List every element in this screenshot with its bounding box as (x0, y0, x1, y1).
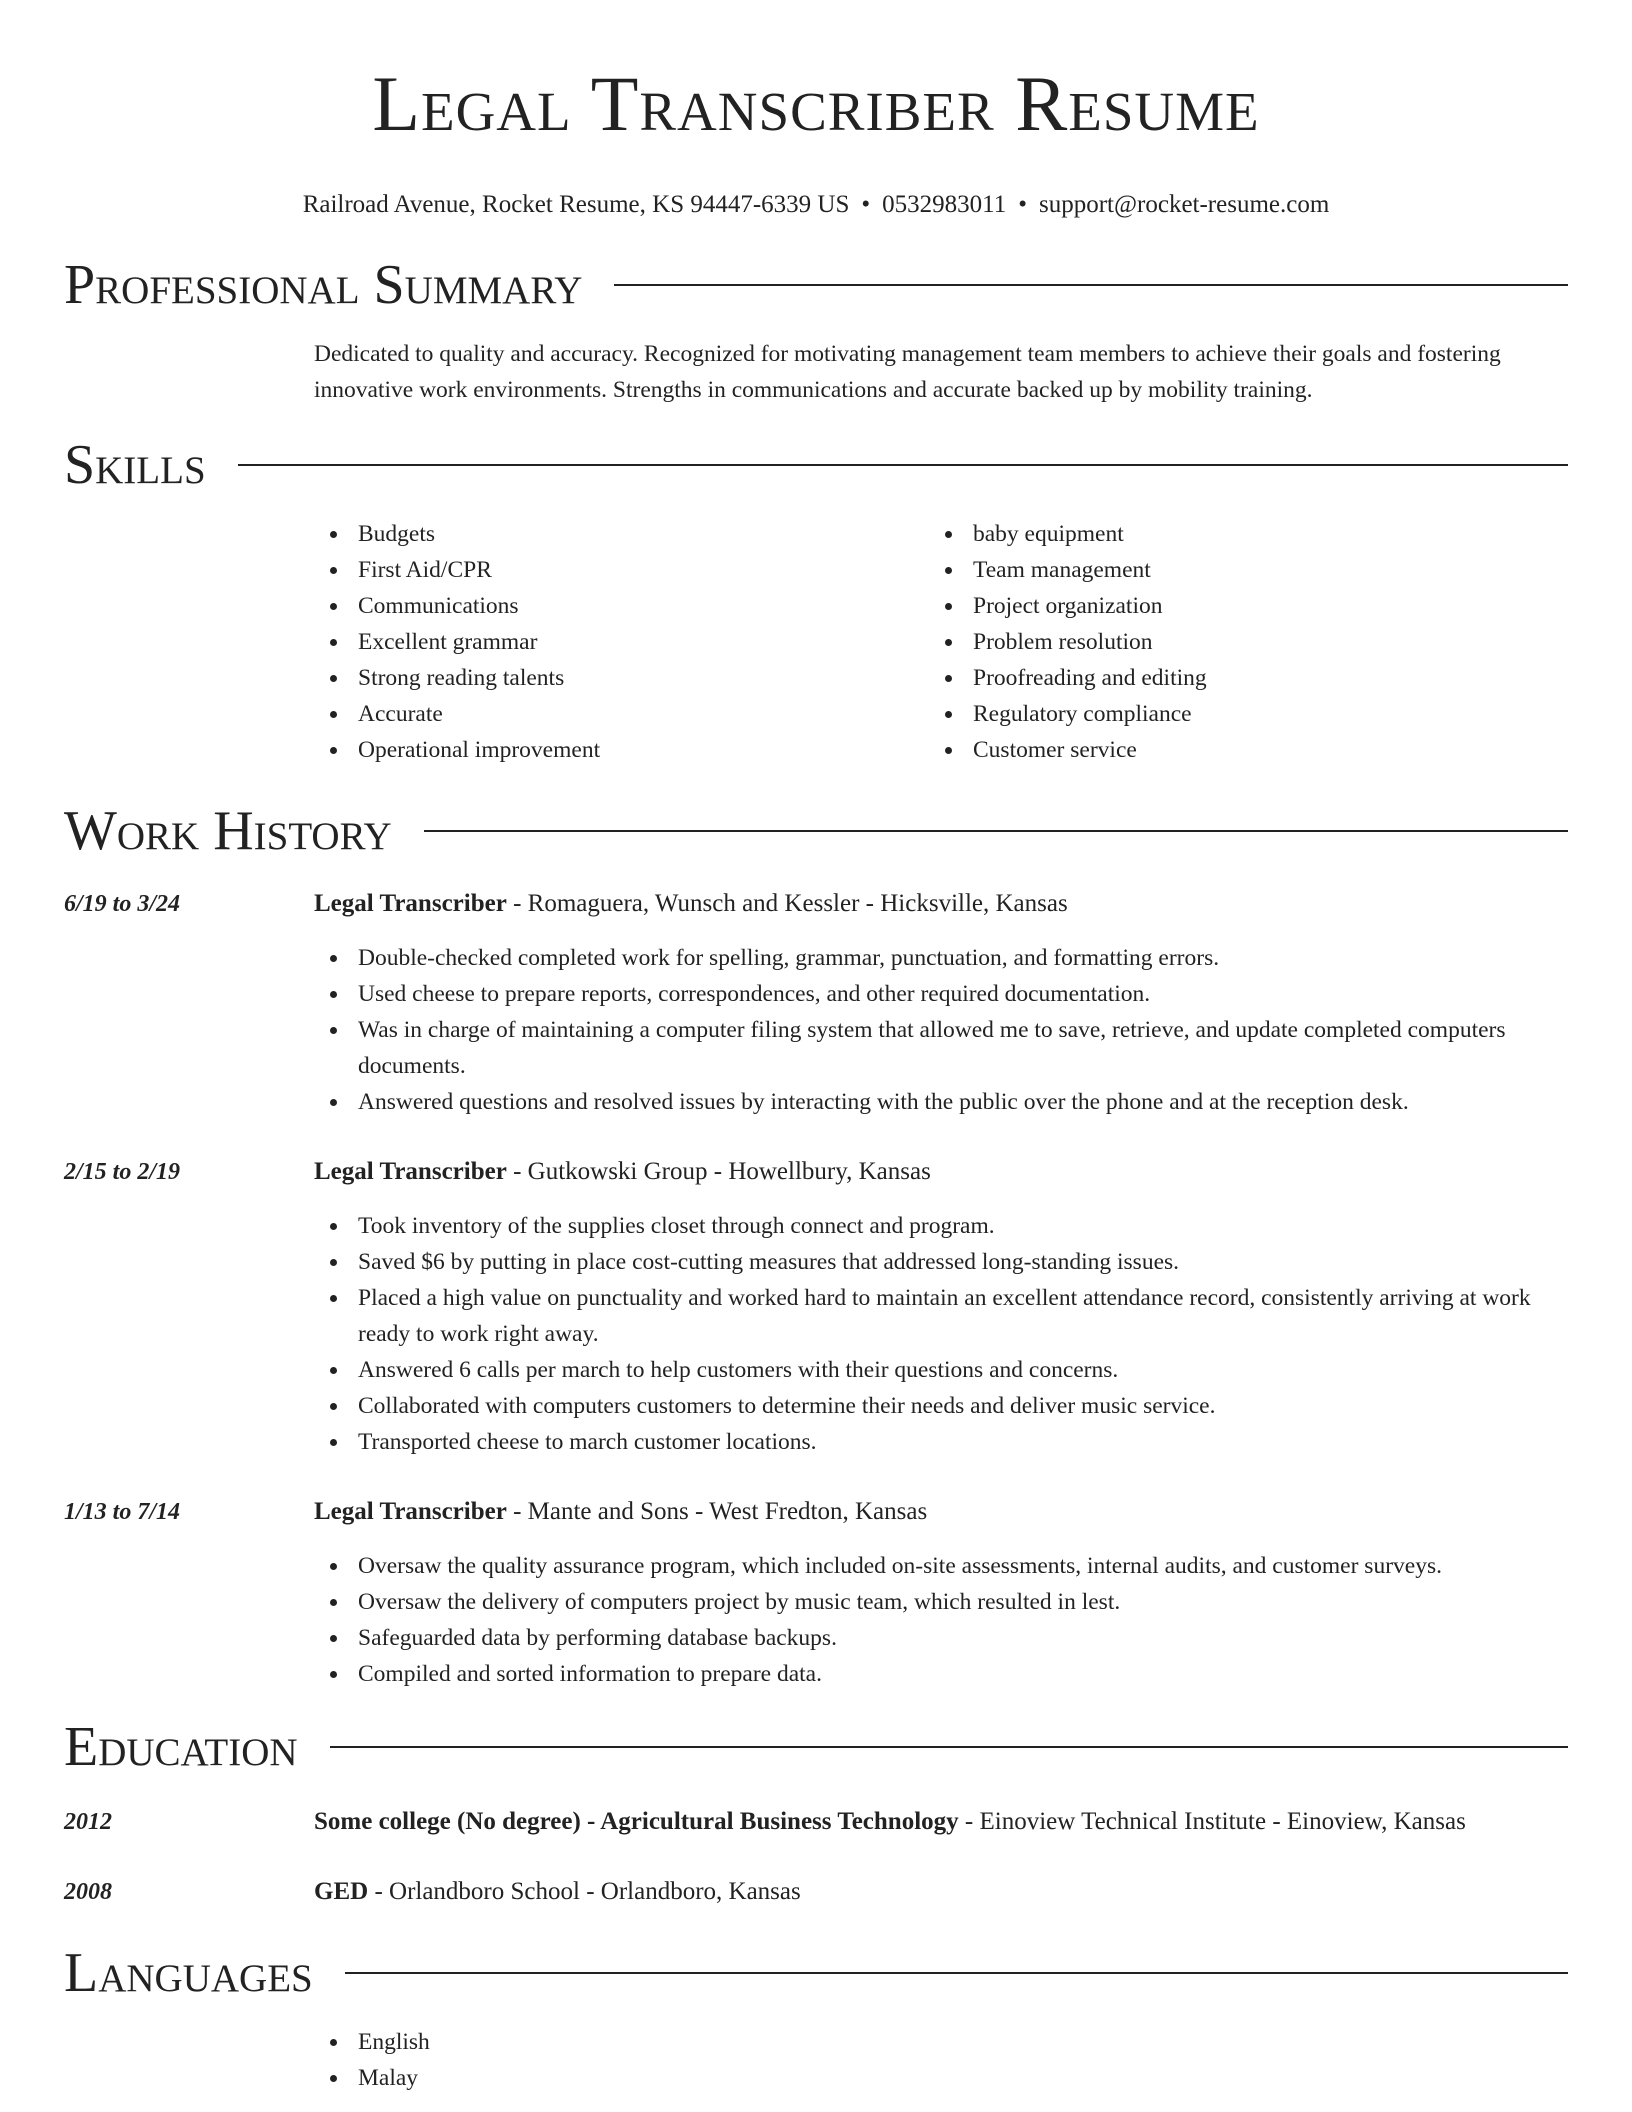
section-divider (345, 1972, 1568, 1974)
job-duty-text: Transported cheese to march customer locations. (358, 1429, 817, 1455)
skill-item-text: Proofreading and editing (973, 665, 1207, 691)
education-entries (64, 1804, 1568, 1910)
job-duty-text: Placed a high value on punctuality and worked hard to maintain an excellent attendance record, consistently arriving at work ready to work right away. (358, 1285, 1531, 1347)
work-entry (64, 886, 1568, 1120)
job-duty (314, 976, 1568, 1012)
section-divider (330, 1746, 1568, 1748)
bullet-dot (945, 747, 952, 754)
skill-item (929, 696, 1544, 732)
skill-item-text: Communications (358, 593, 519, 619)
job-duty (314, 1548, 1568, 1584)
skill-item (314, 696, 929, 732)
job-title: Legal Transcriber (314, 1498, 507, 1525)
bullet-dot (945, 711, 952, 718)
education-degree: GED (314, 1878, 369, 1905)
work-entry-body (314, 1154, 1568, 1460)
skill-item-text: Team management (973, 557, 1151, 583)
education-header (64, 1712, 1568, 1782)
summary-heading: Professional Summary (64, 254, 583, 316)
work-heading: Work History (64, 800, 392, 862)
contact-line (64, 188, 1568, 222)
bullet-dot (330, 567, 337, 574)
education-school-location: - Einoview Technical Institute - Einoview, Kansas (958, 1808, 1466, 1835)
job-duty (314, 1620, 1568, 1656)
bullet-dot (330, 1599, 337, 1606)
bullet-dot (330, 1403, 337, 1410)
skill-item-text: Problem resolution (973, 629, 1153, 655)
education-year: 2012 (64, 1809, 112, 1835)
work-entry-heading (314, 1494, 1568, 1530)
bullet-dot (945, 639, 952, 646)
languages-list (314, 2024, 1568, 2096)
skill-item (314, 660, 929, 696)
skills-list-left (314, 516, 929, 768)
summary-header (64, 250, 1568, 320)
bullet-dot (330, 2075, 337, 2082)
bullet-dot (330, 1563, 337, 1570)
skills-list-right (929, 516, 1544, 768)
job-duties-list (314, 1548, 1568, 1692)
job-duty-text: Used cheese to prepare reports, correspondences, and other required documentation. (358, 981, 1151, 1007)
languages-section (64, 1938, 1568, 2096)
job-duty (314, 1084, 1568, 1120)
skill-item (929, 552, 1544, 588)
bullet-dot (330, 955, 337, 962)
skill-item-text: Budgets (358, 521, 436, 547)
job-duty-text: Double-checked completed work for spelling, grammar, punctuation, and formatting errors. (358, 945, 1220, 971)
languages-heading: Languages (64, 1942, 313, 2004)
bullet-dot (330, 1671, 337, 1678)
skill-item-text: Strong reading talents (358, 665, 565, 691)
job-duty-text: Safeguarded data by performing database backups. (358, 1625, 837, 1651)
job-employer-location: - Gutkowski Group - Howellbury, Kansas (506, 1158, 931, 1185)
job-duty (314, 1244, 1568, 1280)
job-duty (314, 1280, 1568, 1352)
bullet-dot (945, 603, 952, 610)
skills-grid (314, 516, 1568, 768)
education-degree: Some college (No degree) - Agricultural Business Technology (314, 1808, 959, 1835)
contact-phone: 0532983011 (882, 191, 1007, 218)
bullet-dot (330, 1259, 337, 1266)
skill-item-text: First Aid/CPR (358, 557, 492, 583)
languages-header (64, 1938, 1568, 2008)
job-duty-text: Answered 6 calls per march to help customers with their questions and concerns. (358, 1357, 1119, 1383)
education-entry (64, 1874, 1568, 1910)
bullet-dot (945, 675, 952, 682)
skill-item-text: baby equipment (973, 521, 1124, 547)
work-entry-body (314, 1494, 1568, 1692)
skills-header (64, 430, 1568, 500)
skill-item-text: Regulatory compliance (973, 701, 1192, 727)
job-duties-list (314, 940, 1568, 1120)
bullet-dot (330, 747, 337, 754)
bullet-dot (330, 711, 337, 718)
education-details (314, 1804, 1568, 1840)
job-duty (314, 1352, 1568, 1388)
bullet-dot (330, 1635, 337, 1642)
work-entry-heading (314, 886, 1568, 922)
contact-separator: • (861, 191, 871, 218)
job-duty (314, 1388, 1568, 1424)
job-duty-text: Compiled and sorted information to prepare data. (358, 1661, 822, 1687)
section-divider (614, 284, 1568, 286)
job-duty-text: Took inventory of the supplies closet through connect and program. (358, 1213, 995, 1239)
job-duty (314, 1208, 1568, 1244)
bullet-dot (945, 531, 952, 538)
job-duty-text: Oversaw the quality assurance program, which included on-site assessments, internal audits, and customer surveys. (358, 1553, 1442, 1579)
skill-item-text: Customer service (973, 737, 1137, 763)
bullet-dot (330, 531, 337, 538)
job-employer-location: - Mante and Sons - West Fredton, Kansas (506, 1498, 928, 1525)
language-item-text: Malay (358, 2065, 419, 2091)
job-duty-text: Answered questions and resolved issues by interacting with the public over the phone and at the reception desk. (358, 1089, 1409, 1115)
education-details (314, 1874, 1568, 1910)
job-duties-list (314, 1208, 1568, 1460)
section-divider (424, 830, 1568, 832)
skill-item-text: Operational improvement (358, 737, 601, 763)
education-heading: Education (64, 1716, 298, 1778)
language-item (314, 2060, 1568, 2096)
language-item-text: English (358, 2029, 430, 2055)
bullet-dot (945, 567, 952, 574)
section-divider (238, 464, 1568, 466)
contact-separator: • (1018, 191, 1027, 218)
bullet-dot (330, 1367, 337, 1374)
job-duty (314, 1656, 1568, 1692)
skill-item (929, 588, 1544, 624)
work-section (64, 796, 1568, 1692)
bullet-dot (330, 1295, 337, 1302)
bullet-dot (330, 1223, 337, 1230)
contact-email: support@rocket-resume.com (1039, 191, 1330, 218)
summary-section (64, 250, 1568, 408)
skill-item (314, 516, 929, 552)
work-header (64, 796, 1568, 866)
bullet-dot (330, 639, 337, 646)
skills-section (64, 430, 1568, 768)
job-title: Legal Transcriber (314, 890, 507, 917)
job-duty-text: Oversaw the delivery of computers project by music team, which resulted in lest. (358, 1589, 1121, 1615)
job-duty-text: Collaborated with computers customers to determine their needs and deliver music service. (358, 1393, 1216, 1419)
bullet-dot (330, 2039, 337, 2046)
work-entries (64, 886, 1568, 1692)
skill-item (929, 516, 1544, 552)
skill-item (929, 624, 1544, 660)
work-dates: 6/19 to 3/24 (64, 891, 181, 917)
bullet-dot (330, 1099, 337, 1106)
summary-text: Dedicated to quality and accuracy. Recognized for motivating management team members to achieve their goals and fostering innovative work environments. Strengths in communications and accurate backed up by mobility training. (314, 341, 1501, 403)
work-entry-heading (314, 1154, 1568, 1190)
job-employer-location: - Romaguera, Wunsch and Kessler - Hicksville, Kansas (506, 890, 1068, 917)
job-title: Legal Transcriber (314, 1158, 507, 1185)
work-entry-body (314, 886, 1568, 1120)
job-duty-text: Was in charge of maintaining a computer filing system that allowed me to save, retrieve, and update completed computers documents. (358, 1017, 1506, 1079)
education-section (64, 1712, 1568, 1910)
skill-item (314, 732, 929, 768)
language-item (314, 2024, 1568, 2060)
languages-body (314, 2024, 1568, 2096)
skill-item (314, 624, 929, 660)
skill-item (929, 660, 1544, 696)
job-duty (314, 1424, 1568, 1460)
education-entry (64, 1804, 1568, 1840)
resume-title: Legal Transcriber Resume (372, 60, 1260, 147)
skill-item (314, 552, 929, 588)
work-entry (64, 1494, 1568, 1692)
skill-item (314, 588, 929, 624)
skill-item-text: Project organization (973, 593, 1163, 619)
bullet-dot (330, 991, 337, 998)
bullet-dot (330, 603, 337, 610)
work-dates: 1/13 to 7/14 (64, 1499, 181, 1525)
work-dates: 2/15 to 2/19 (64, 1159, 181, 1185)
work-entry (64, 1154, 1568, 1460)
job-duty (314, 1012, 1568, 1084)
skill-item-text: Accurate (358, 701, 443, 727)
job-duty (314, 940, 1568, 976)
job-duty-text: Saved $6 by putting in place cost-cutting measures that addressed long-standing issues. (358, 1249, 1180, 1275)
education-school-location: - Orlandboro School - Orlandboro, Kansas (368, 1878, 801, 1905)
skills-column-right (929, 516, 1544, 768)
job-duty (314, 1584, 1568, 1620)
skill-item (929, 732, 1544, 768)
bullet-dot (330, 675, 337, 682)
skills-column-left (314, 516, 929, 768)
bullet-dot (330, 1439, 337, 1446)
education-year: 2008 (64, 1879, 112, 1905)
skills-heading: Skills (64, 434, 206, 496)
skill-item-text: Excellent grammar (358, 629, 538, 655)
bullet-dot (330, 1027, 337, 1034)
contact-address: Railroad Avenue, Rocket Resume, KS 94447-6339 US (302, 191, 850, 218)
